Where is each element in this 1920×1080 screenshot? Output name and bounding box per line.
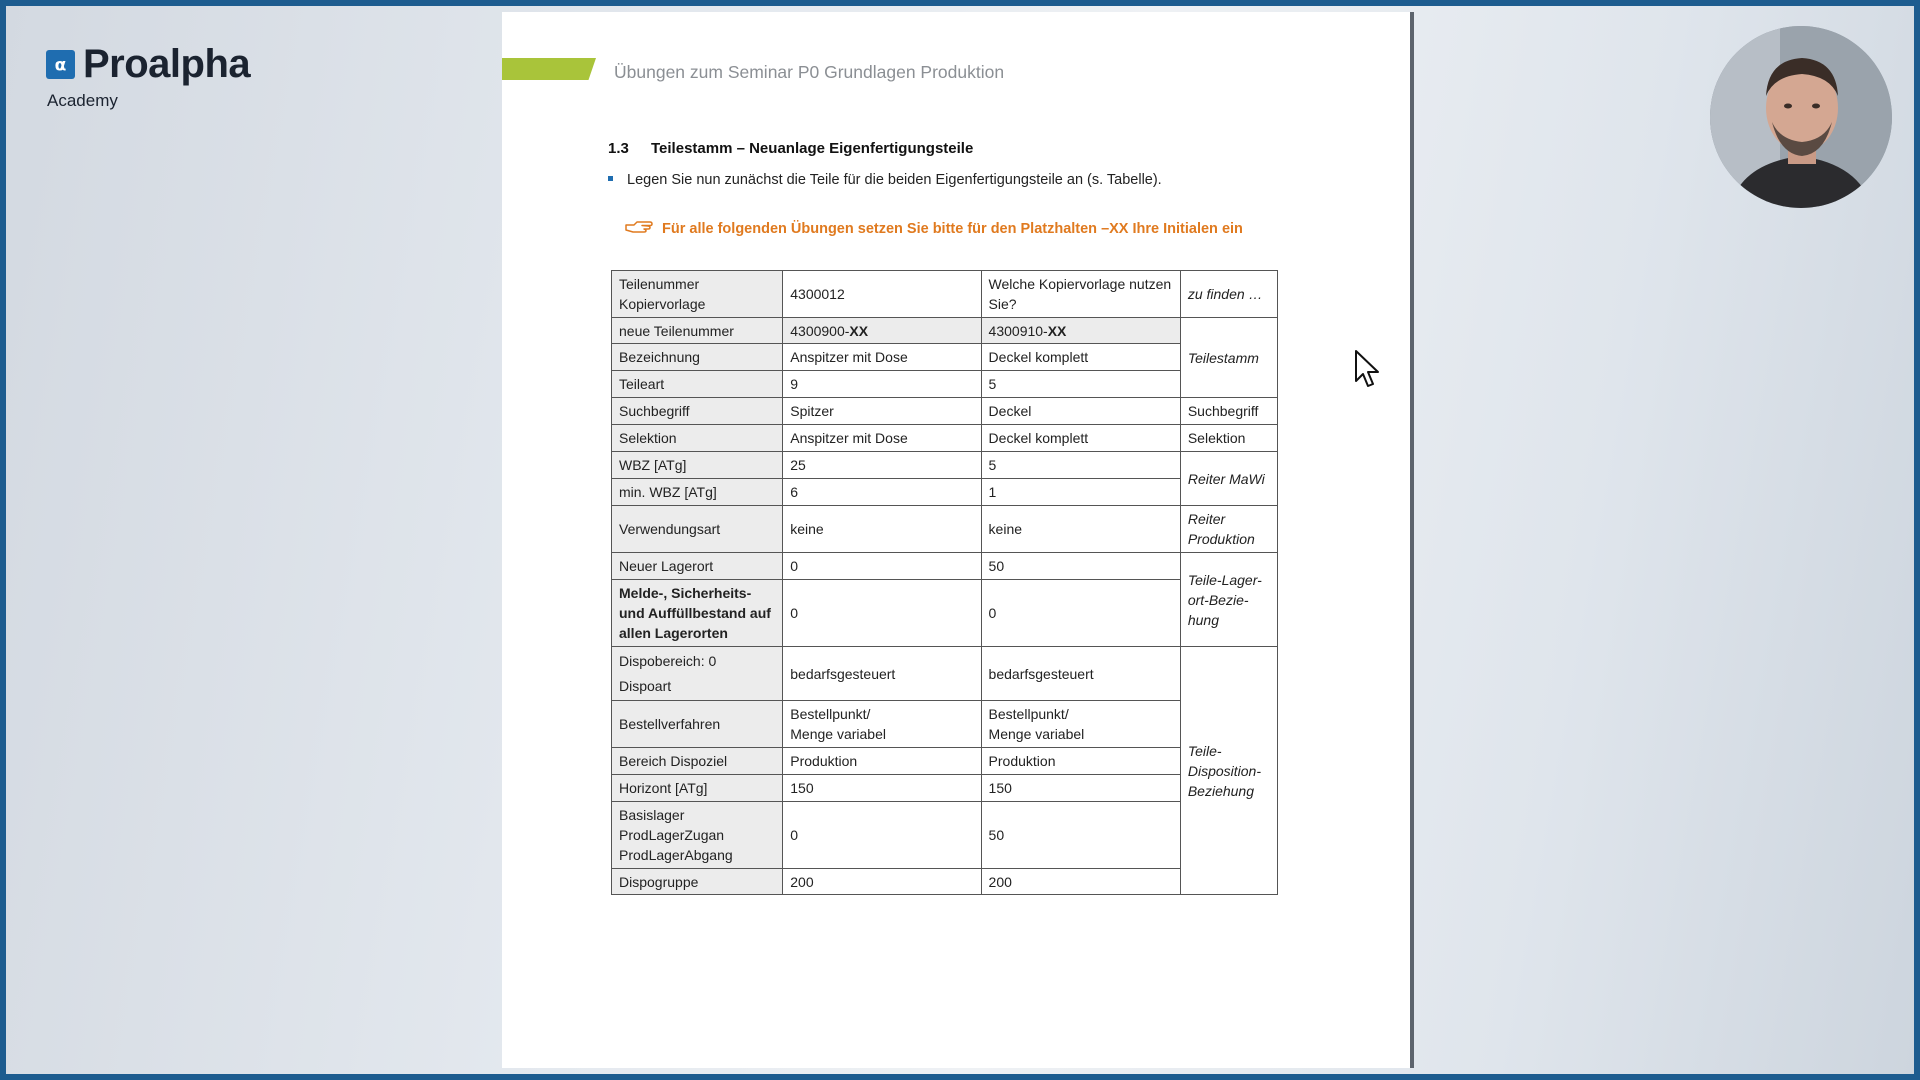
cell-part-b: 200 xyxy=(981,869,1180,895)
pointing-hand-icon xyxy=(624,219,654,239)
row-label: Bezeichnung xyxy=(612,344,783,371)
cell-part-a: Anspitzer mit Dose xyxy=(783,425,981,452)
cell-part-a: keine xyxy=(783,506,981,553)
parts-table xyxy=(611,270,1278,895)
cell-part-a: Produktion xyxy=(783,748,981,775)
cell-part-b: Deckel komplett xyxy=(981,344,1180,371)
table-row xyxy=(612,869,1278,895)
row-label: min. WBZ [ATg] xyxy=(612,479,783,506)
document-header: Übungen zum Seminar P0 Grundlagen Produktion xyxy=(614,62,1005,82)
cell-part-b: bedarfsgesteuert xyxy=(981,647,1180,701)
initials-note xyxy=(624,219,1243,239)
section-title: Teilestamm – Neuanlage Eigenfertigungsteile xyxy=(651,140,974,157)
page-edge-shadow xyxy=(1410,12,1414,1068)
section-number: 1.3 xyxy=(608,140,629,157)
cell-part-b xyxy=(981,318,1180,344)
table-row xyxy=(612,398,1278,425)
cell-part-a xyxy=(783,318,981,344)
row-label: Suchbegriff xyxy=(612,398,783,425)
cell-part-b: 150 xyxy=(981,775,1180,802)
row-label-line: Basislager xyxy=(619,807,685,823)
cell-part-a: Spitzer xyxy=(783,398,981,425)
table-row xyxy=(612,748,1278,775)
cell-part-a: 6 xyxy=(783,479,981,506)
row-label-line: Dispobereich: 0 xyxy=(619,653,717,669)
instruction-bullet xyxy=(608,172,1162,188)
placeholder-xx: XX xyxy=(849,322,869,339)
cell-line: Menge variabel xyxy=(790,726,886,742)
cell-part-b: Deckel xyxy=(981,398,1180,425)
part-number-a: 4300900- xyxy=(790,322,850,339)
reference-cell: zu finden … xyxy=(1180,271,1277,318)
cell-part-b: Welche Kopiervorlage nutzen Sie? xyxy=(981,271,1180,318)
reference-cell: Reiter MaWi xyxy=(1180,452,1277,506)
table-row xyxy=(612,371,1278,398)
cell-part-a: 0 xyxy=(783,580,981,647)
reference-cell: Teile-Disposition-Beziehung xyxy=(1180,647,1277,895)
part-number-b: 4300910- xyxy=(988,322,1048,339)
cell-part-b: 5 xyxy=(981,371,1180,398)
row-label-line: ProdLagerZugan xyxy=(619,827,725,843)
table-row xyxy=(612,479,1278,506)
presenter-avatar xyxy=(1710,26,1892,208)
document-page xyxy=(502,12,1410,1068)
svg-text:α: α xyxy=(54,55,67,76)
table-row xyxy=(612,647,1278,701)
cell-part-b: 5 xyxy=(981,452,1180,479)
brand-name: Proalpha xyxy=(83,42,251,86)
bullet-square-icon xyxy=(608,176,613,181)
row-label: Dispogruppe xyxy=(612,869,783,895)
row-label: Bereich Dispoziel xyxy=(612,748,783,775)
cell-part-b xyxy=(981,701,1180,748)
cell-part-b: Deckel komplett xyxy=(981,425,1180,452)
note-text: Für alle folgenden Übungen setzen Sie bitte für den Platzhalten –XX Ihre Initialen ein xyxy=(662,220,1243,237)
table-row xyxy=(612,425,1278,452)
mouse-cursor-icon xyxy=(1354,349,1380,394)
reference-cell: Teile-Lager-ort-Bezie-hung xyxy=(1180,553,1277,647)
cell-line: Bestellpunkt/ xyxy=(988,706,1069,722)
reference-cell: Selektion xyxy=(1180,425,1277,452)
reference-cell: Teilestamm xyxy=(1180,318,1277,398)
proalpha-logo-icon xyxy=(46,50,75,79)
cell-part-a: 150 xyxy=(783,775,981,802)
row-label: WBZ [ATg] xyxy=(612,452,783,479)
cell-part-b: keine xyxy=(981,506,1180,553)
reference-cell: Reiter Produktion xyxy=(1180,506,1277,553)
table-row xyxy=(612,506,1278,553)
row-label-line: ProdLagerAbgang xyxy=(619,847,733,863)
placeholder-xx: XX xyxy=(1047,322,1067,339)
bullet-text: Legen Sie nun zunächst die Teile für die beiden Eigenfertigungsteile an (s. Tabelle). xyxy=(627,172,1162,188)
cell-part-a: Anspitzer mit Dose xyxy=(783,344,981,371)
table-row xyxy=(612,580,1278,647)
table-row xyxy=(612,271,1278,318)
row-label xyxy=(612,647,783,701)
cell-part-a: 4300012 xyxy=(783,271,981,318)
cell-part-b: 0 xyxy=(981,580,1180,647)
table-row xyxy=(612,452,1278,479)
row-label: Selektion xyxy=(612,425,783,452)
row-label: Horizont [ATg] xyxy=(612,775,783,802)
cell-part-b: Produktion xyxy=(981,748,1180,775)
cell-part-a xyxy=(783,701,981,748)
row-label: Melde-, Sicherheits- und Auffüllbestand auf allen Lagerorten xyxy=(612,580,783,647)
row-label: Verwendungsart xyxy=(612,506,783,553)
cell-part-b: 1 xyxy=(981,479,1180,506)
cell-line: Bestellpunkt/ xyxy=(790,706,871,722)
cell-part-b: 50 xyxy=(981,553,1180,580)
cell-part-a: 200 xyxy=(783,869,981,895)
cell-part-b: 50 xyxy=(981,802,1180,869)
cell-part-a: 0 xyxy=(783,802,981,869)
brand-subtitle: Academy xyxy=(47,91,118,110)
row-label: neue Teilenummer xyxy=(612,318,783,344)
table-row xyxy=(612,344,1278,371)
row-label-line: Dispoart xyxy=(619,678,672,694)
section-heading xyxy=(608,140,973,157)
table-row xyxy=(612,553,1278,580)
header-accent-bar xyxy=(502,58,596,80)
table-row xyxy=(612,318,1278,344)
row-label: Bestellverfahren xyxy=(612,701,783,748)
video-frame xyxy=(6,6,1914,1074)
row-label: Teileart xyxy=(612,371,783,398)
row-label xyxy=(612,802,783,869)
row-label: Neuer Lagerort xyxy=(612,553,783,580)
table-row xyxy=(612,775,1278,802)
cell-line: Menge variabel xyxy=(988,726,1085,742)
cell-part-a: 25 xyxy=(783,452,981,479)
cell-part-a: 9 xyxy=(783,371,981,398)
row-label: Teilenummer Kopiervorlage xyxy=(612,271,783,318)
cell-part-a: bedarfsgesteuert xyxy=(783,647,981,701)
cell-part-a: 0 xyxy=(783,553,981,580)
table-row xyxy=(612,701,1278,748)
reference-cell: Suchbegriff xyxy=(1180,398,1277,425)
table-row xyxy=(612,802,1278,869)
